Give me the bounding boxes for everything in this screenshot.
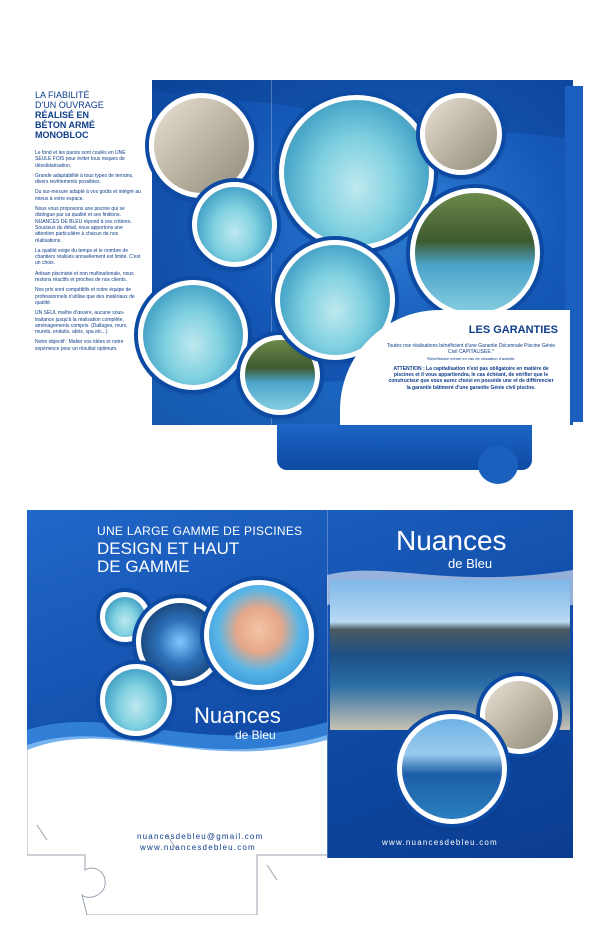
pocket-flap-outline: [27, 745, 327, 915]
inside-text-column: [27, 80, 152, 425]
guarantees-note: *Bénéficiaire même en cas de cessation d'activité.: [426, 355, 516, 361]
heading-line: RÉALISÉ EN: [35, 110, 90, 120]
photo-pool-modern: [138, 280, 248, 390]
inside-paragraphs: [35, 150, 143, 356]
guarantees-body: [386, 343, 556, 391]
inside-heading: [35, 90, 104, 140]
flap-tab: [478, 446, 518, 484]
paragraph: Nos prix sont compétitifs et notre équipe de professionnels n'utilise que des matériaux de qualité.: [35, 287, 135, 306]
brand-sub: de Bleu: [235, 728, 276, 742]
spine-fold: [327, 510, 328, 858]
heading-line: MONOBLOC: [35, 130, 89, 140]
front-brand-name: Nuances: [396, 525, 507, 556]
photo-pool-children: [410, 188, 540, 318]
photo-pool-lap: [192, 182, 277, 267]
paragraph: Du sur-mesure adapté à vos goûts et intégré au mieux à votre espace.: [35, 189, 141, 202]
contact-email[interactable]: nuancesdebleu@gmail.com: [137, 832, 264, 841]
photo-child-goggles: [204, 580, 314, 690]
photo-pool-lagoon: [279, 95, 434, 250]
cover-title-line: DE GAMME: [97, 557, 190, 576]
guarantees-title: LES GARANTIES: [468, 324, 558, 336]
contact-website-front[interactable]: www.nuancesdebleu.com: [382, 838, 498, 847]
guarantees-text: Toutes nos réalisations bénéficient d'une Garantie Décennale Piscine Génie Civil CAPITALISEE.*: [386, 343, 555, 356]
brand-name: Nuances: [194, 703, 281, 728]
heading-line: LA FIABILITÉ: [35, 90, 90, 100]
front-brand-sub: de Bleu: [448, 556, 493, 571]
paragraph: Nous vous proposons une piscine qui se distingue par sa qualité et ses finitions. NUANCES DE BLEU répond à ces critères. Soucieux du détail, nous apportons une attention particulière à chacun de nos réalisations.: [35, 206, 132, 244]
guarantees-attention: ATTENTION : La capitalisation n'est pas obligatoire en matière de piscines et il vous appartiendra, le cas échéant, de vérifier que le constructeur que vous aurez choisi en possède une et de différencier la garantie bâtiment d'une garantie Génie civil piscine.: [388, 365, 554, 391]
photo-waterfall: [420, 93, 502, 175]
cover-title: [97, 540, 239, 576]
heading-line: D'UN OUVRAGE: [35, 100, 104, 110]
paragraph: Artisan pisciniste et non multinationale, nous restons réactifs et proches de nos clients.: [35, 270, 134, 284]
paragraph: Le fond et les parois sont coulés en UNE SEULE FOIS pour éviter tous risques de désolidarisation.: [35, 150, 126, 169]
photo-pool-diver: [100, 664, 172, 736]
photo-pool-sea-view: [397, 714, 507, 824]
paragraph: UN SEUL maître d'œuvre, aucune sous-traitance jusqu'à la réalisation complète, aménagements compris. (Dallages, murs, murets, enduits, abris, spa etc...): [35, 310, 128, 336]
paragraph: La qualité exige du temps et le nombre de chantiers réalisés annuellement est limité. C'est un choix.: [35, 247, 141, 267]
cover-subtitle: UNE LARGE GAMME DE PISCINES: [97, 524, 303, 538]
contact-website-back[interactable]: www.nuancesdebleu.com: [140, 843, 256, 852]
paragraph: Notre objectif : Matier vos idées et notre expérience pour un résultat optimum.: [35, 339, 124, 352]
heading-line: BÉTON ARMÉ: [35, 120, 96, 130]
paragraph: Grande adaptabilité à tous types de terrains, divers revêtements possibles.: [35, 172, 134, 186]
cover-title-line: DESIGN ET HAUT: [97, 539, 240, 558]
